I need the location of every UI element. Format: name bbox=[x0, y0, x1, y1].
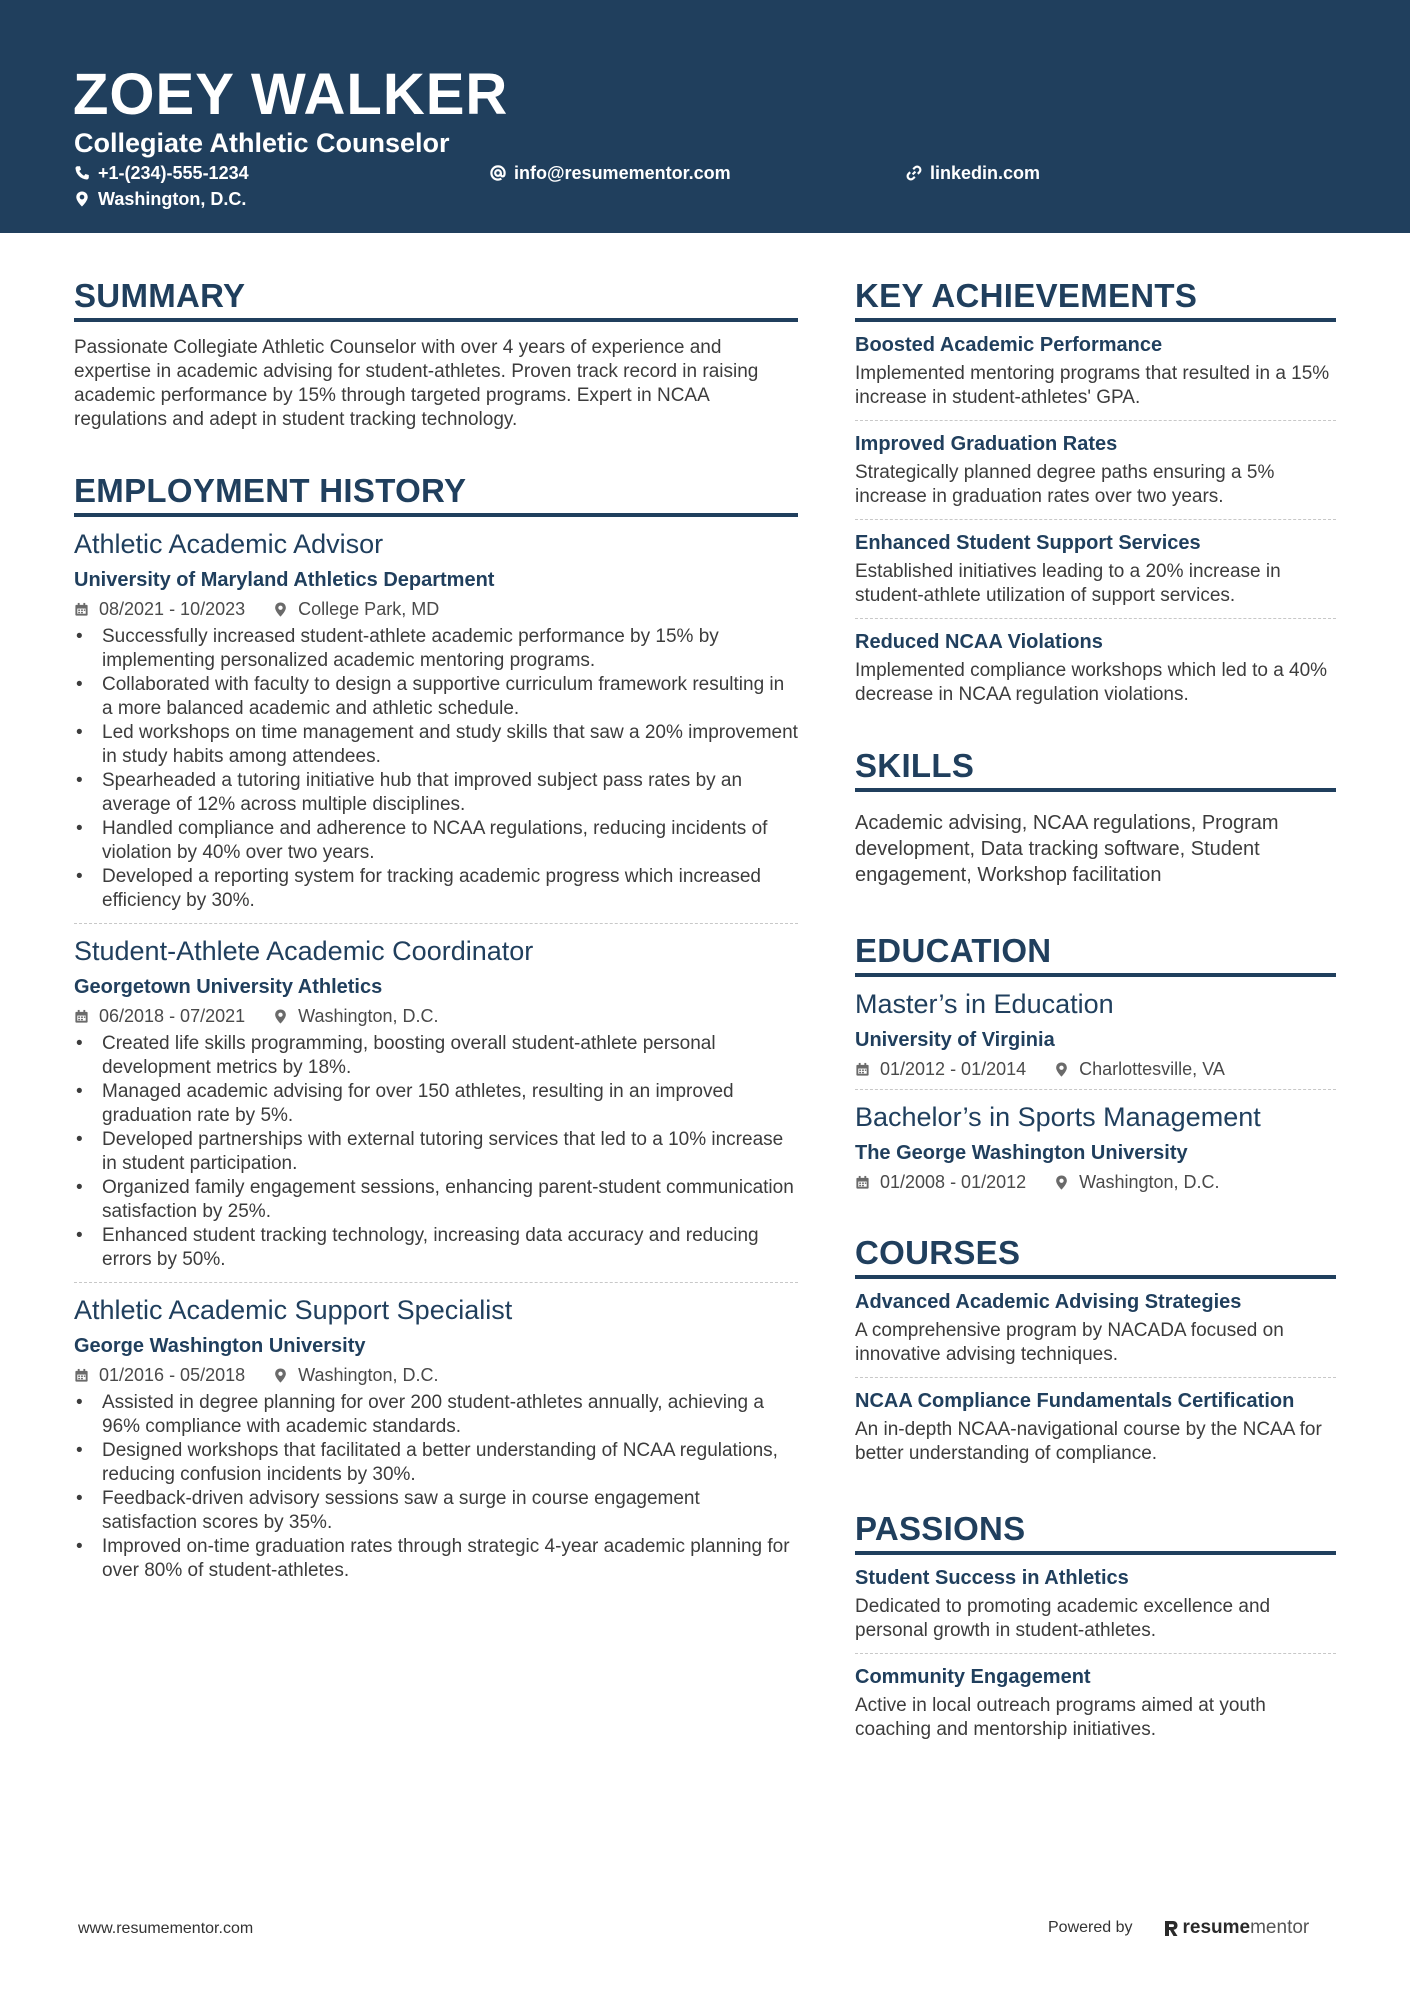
job-organization: Georgetown University Athletics bbox=[74, 976, 383, 998]
degree-title: Master’s in Education bbox=[855, 989, 1114, 1019]
candidate-name: ZOEY WALKER bbox=[73, 62, 509, 127]
contact-linkedin[interactable] bbox=[906, 162, 1040, 184]
education-location-text: Charlottesville, VA bbox=[1079, 1059, 1225, 1079]
linkedin-text: linkedin.com bbox=[930, 163, 1041, 183]
education-meta bbox=[855, 1057, 1336, 1081]
achievement-title: Reduced NCAA Violations bbox=[855, 631, 1103, 653]
logo-light-text: mentor bbox=[1250, 1917, 1310, 1938]
skills-heading: SKILLS bbox=[855, 745, 1336, 792]
education-heading: EDUCATION bbox=[855, 930, 1336, 977]
job-title: Athletic Academic Support Specialist bbox=[74, 1295, 513, 1325]
summary-text: Passionate Collegiate Athletic Counselor with over 4 years of experience and expertise in academic advising for student-athletes. Proven track record in raising academic performance by 15% through targeted programs. Expert in NCAA regulations and adept in student tracking technology. bbox=[74, 337, 759, 430]
job-location bbox=[273, 1363, 438, 1387]
map-pin-icon bbox=[1054, 1062, 1069, 1077]
job-bullet: • Designed workshops that facilitated a better understanding of NCAA regulations, reducing confusion incidents by 30%. bbox=[74, 1439, 798, 1487]
link-icon bbox=[906, 165, 922, 181]
resumementor-logo-icon bbox=[1163, 1919, 1179, 1937]
job-bullet: • Developed partnerships with external tutoring services that led to a 10% increase in student participation. bbox=[74, 1128, 798, 1176]
achievement-desc: Implemented compliance workshops which led to a 40% decrease in NCAA regulation violations. bbox=[855, 660, 1328, 705]
calendar-icon bbox=[74, 1009, 89, 1024]
education-dates-text: 01/2012 - 01/2014 bbox=[880, 1059, 1027, 1079]
achievement-title: Improved Graduation Rates bbox=[855, 433, 1118, 455]
achievements-heading: KEY ACHIEVEMENTS bbox=[855, 275, 1336, 322]
calendar-icon bbox=[855, 1175, 870, 1190]
job-dates-text: 08/2021 - 10/2023 bbox=[99, 599, 246, 619]
job-location-text: Washington, D.C. bbox=[298, 1365, 439, 1385]
passion-title: Student Success in Athletics bbox=[855, 1567, 1129, 1589]
job-bullet: • Improved on-time graduation rates through strategic 4-year academic planning for over 80% of student-athletes. bbox=[74, 1535, 798, 1583]
achievement-item bbox=[855, 619, 1336, 717]
education-location bbox=[1054, 1170, 1219, 1194]
job-dates-text: 01/2016 - 05/2018 bbox=[99, 1365, 246, 1385]
contact-email[interactable] bbox=[490, 162, 731, 184]
achievement-title: Boosted Academic Performance bbox=[855, 334, 1163, 356]
footer-website[interactable]: www.resumementor.com bbox=[78, 1920, 254, 1937]
job-bullets bbox=[74, 625, 798, 913]
job-bullet: • Feedback-driven advisory sessions saw a surge in course engagement satisfaction scores by 35%. bbox=[74, 1487, 798, 1535]
job-entry bbox=[74, 527, 798, 924]
skills-text: Academic advising, NCAA regulations, Program development, Data tracking software, Student engagement, Workshop facilitation bbox=[855, 812, 1279, 886]
footer-branding bbox=[1048, 1917, 1309, 1939]
course-item bbox=[855, 1378, 1336, 1476]
achievement-desc: Established initiatives leading to a 20% increase in student-athlete utilization of support services. bbox=[855, 561, 1281, 606]
at-icon bbox=[490, 165, 506, 181]
passion-item bbox=[855, 1654, 1336, 1752]
powered-by-text: Powered by bbox=[1048, 1919, 1133, 1936]
education-dates bbox=[855, 1057, 1026, 1081]
map-pin-icon bbox=[273, 602, 288, 617]
course-desc: A comprehensive program by NACADA focused on innovative advising techniques. bbox=[855, 1320, 1284, 1365]
achievement-item bbox=[855, 520, 1336, 619]
job-organization: University of Maryland Athletics Department bbox=[74, 569, 495, 591]
education-item bbox=[855, 1090, 1336, 1202]
summary-section bbox=[74, 275, 798, 432]
calendar-icon bbox=[855, 1062, 870, 1077]
education-location-text: Washington, D.C. bbox=[1079, 1172, 1220, 1192]
education-item bbox=[855, 977, 1336, 1090]
job-bullet: • Organized family engagement sessions, enhancing parent-student communication satisfaction by 25%. bbox=[74, 1176, 798, 1224]
courses-section bbox=[855, 1232, 1336, 1476]
job-location-text: Washington, D.C. bbox=[298, 1006, 439, 1026]
job-bullet: • Developed a reporting system for tracking academic progress which increased efficiency by 30%. bbox=[74, 865, 798, 913]
employment-heading: EMPLOYMENT HISTORY bbox=[74, 470, 798, 517]
job-location-text: College Park, MD bbox=[298, 599, 440, 619]
logo-bold-text: resume bbox=[1182, 1917, 1251, 1938]
job-bullet: • Assisted in degree planning for over 200 student-athletes annually, achieving a 96% compliance with academic standards. bbox=[74, 1391, 798, 1439]
skills-section bbox=[855, 745, 1336, 888]
contact-phone[interactable] bbox=[74, 162, 249, 184]
course-item bbox=[855, 1279, 1336, 1378]
education-dates bbox=[855, 1170, 1026, 1194]
map-pin-icon bbox=[1054, 1175, 1069, 1190]
calendar-icon bbox=[74, 1368, 89, 1383]
calendar-icon bbox=[74, 602, 89, 617]
school-name: University of Virginia bbox=[855, 1029, 1055, 1051]
job-location bbox=[273, 1004, 438, 1028]
job-dates bbox=[74, 1004, 245, 1028]
job-entry bbox=[74, 1293, 798, 1593]
passion-desc: Active in local outreach programs aimed at youth coaching and mentorship initiatives. bbox=[855, 1695, 1266, 1740]
resumementor-logo[interactable] bbox=[1163, 1917, 1310, 1939]
map-pin-icon bbox=[273, 1368, 288, 1383]
education-location bbox=[1054, 1057, 1225, 1081]
course-title: NCAA Compliance Fundamentals Certification bbox=[855, 1390, 1295, 1412]
job-dates-text: 06/2018 - 07/2021 bbox=[99, 1006, 246, 1026]
passions-heading: PASSIONS bbox=[855, 1508, 1336, 1555]
map-pin-icon bbox=[273, 1009, 288, 1024]
education-meta bbox=[855, 1170, 1336, 1194]
passion-item bbox=[855, 1555, 1336, 1654]
job-location bbox=[273, 597, 439, 621]
course-desc: An in-depth NCAA-navigational course by the NCAA for better understanding of compliance. bbox=[855, 1419, 1322, 1464]
job-meta bbox=[74, 1004, 798, 1028]
achievement-item bbox=[855, 421, 1336, 520]
job-bullet: • Handled compliance and adherence to NCAA regulations, reducing incidents of violation by 40% over two years. bbox=[74, 817, 798, 865]
education-section bbox=[855, 930, 1336, 1202]
job-bullet: • Collaborated with faculty to design a supportive curriculum framework resulting in a more balanced academic and athletic schedule. bbox=[74, 673, 798, 721]
job-title: Student-Athlete Academic Coordinator bbox=[74, 936, 534, 966]
achievement-desc: Strategically planned degree paths ensuring a 5% increase in graduation rates over two years. bbox=[855, 462, 1275, 507]
job-bullet: • Successfully increased student-athlete academic performance by 15% by implementing personalized academic mentoring programs. bbox=[74, 625, 798, 673]
job-organization: George Washington University bbox=[74, 1335, 366, 1357]
school-name: The George Washington University bbox=[855, 1142, 1188, 1164]
job-dates bbox=[74, 1363, 245, 1387]
passion-title: Community Engagement bbox=[855, 1666, 1091, 1688]
achievement-title: Enhanced Student Support Services bbox=[855, 532, 1201, 554]
job-bullet: • Created life skills programming, boosting overall student-athlete personal development metrics by 18%. bbox=[74, 1032, 798, 1080]
phone-text: +1-(234)-555-1234 bbox=[98, 163, 249, 183]
employment-section bbox=[74, 470, 798, 1593]
achievement-desc: Implemented mentoring programs that resulted in a 15% increase in student-athletes' GPA. bbox=[855, 363, 1330, 408]
job-title: Athletic Academic Advisor bbox=[74, 529, 384, 559]
courses-heading: COURSES bbox=[855, 1232, 1336, 1279]
job-meta bbox=[74, 597, 798, 621]
job-bullet: • Led workshops on time management and study skills that saw a 20% improvement in study habits among attendees. bbox=[74, 721, 798, 769]
achievements-section bbox=[855, 275, 1336, 717]
job-meta bbox=[74, 1363, 798, 1387]
job-bullets bbox=[74, 1391, 798, 1583]
email-text: info@resumementor.com bbox=[514, 163, 731, 183]
map-pin-icon bbox=[74, 191, 90, 207]
left-column bbox=[74, 275, 798, 1603]
job-bullet: • Spearheaded a tutoring initiative hub that improved subject pass rates by an average of 12% across multiple disciplines. bbox=[74, 769, 798, 817]
candidate-role: Collegiate Athletic Counselor bbox=[74, 128, 450, 158]
job-bullet: • Enhanced student tracking technology, increasing data accuracy and reducing errors by 50%. bbox=[74, 1224, 798, 1272]
achievement-item bbox=[855, 322, 1336, 421]
education-dates-text: 01/2008 - 01/2012 bbox=[880, 1172, 1027, 1192]
job-dates bbox=[74, 597, 245, 621]
job-bullets bbox=[74, 1032, 798, 1272]
phone-icon bbox=[74, 165, 90, 181]
degree-title: Bachelor’s in Sports Management bbox=[855, 1102, 1261, 1132]
summary-heading: SUMMARY bbox=[74, 275, 798, 322]
passions-section bbox=[855, 1508, 1336, 1752]
right-column bbox=[855, 275, 1336, 1752]
job-bullet: • Managed academic advising for over 150 athletes, resulting in an improved graduation rate by 5%. bbox=[74, 1080, 798, 1128]
job-entry bbox=[74, 934, 798, 1283]
location-text: Washington, D.C. bbox=[98, 189, 247, 209]
contact-location bbox=[74, 188, 246, 210]
course-title: Advanced Academic Advising Strategies bbox=[855, 1291, 1242, 1313]
resume-header bbox=[0, 0, 1410, 233]
passion-desc: Dedicated to promoting academic excellence and personal growth in student-athletes. bbox=[855, 1596, 1271, 1641]
